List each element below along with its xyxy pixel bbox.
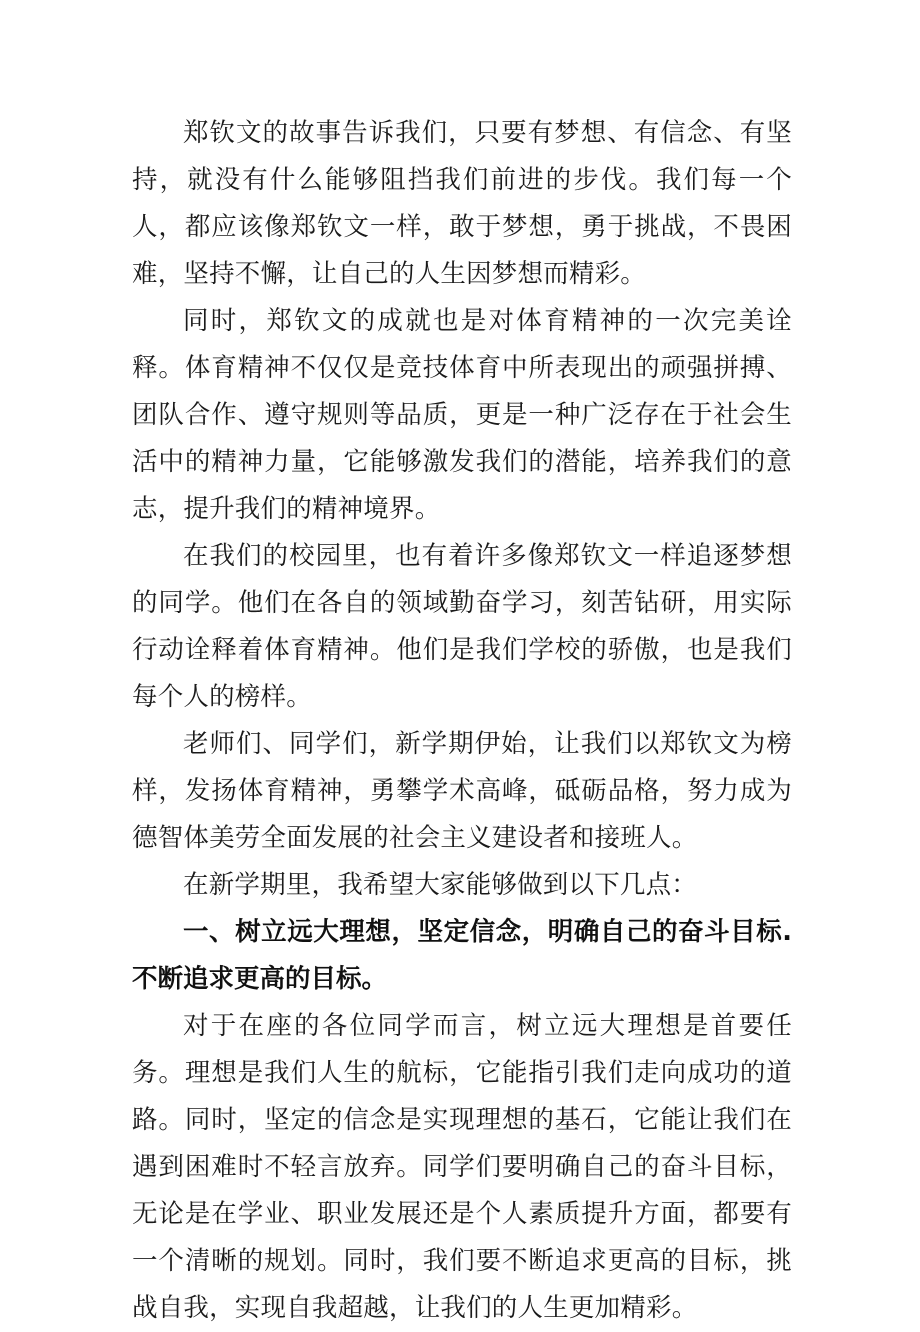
section-heading: 一、树立远大理想，坚定信念，明确自己的奋斗目标.不断追求更高的目标。 <box>132 917 792 994</box>
paragraph-dream: 郑钦文的故事告诉我们，只要有梦想、有信念、有坚持，就没有什么能够阻挡我们前进的步伐。我们每一个人，都应该像郑钦文一样，敢于梦想，勇于挑战，不畏困难，坚持不懈，让自己的人生因梦想而精彩。 <box>132 118 792 289</box>
paragraph-campus: 在我们的校园里，也有着许多像郑钦文一样追逐梦想的同学。他们在各自的领域勤奋学习，刻苦钻研，用实际行动诠释着体育精神。他们是我们学校的骄傲，也是我们每个人的榜样。 <box>132 541 792 712</box>
paragraph-intro-points: 在新学期里，我希望大家能够做到以下几点： <box>183 870 698 900</box>
paragraph-call-to-action: 老师们、同学们，新学期伊始，让我们以郑钦文为榜样，发扬体育精神，勇攀学术高峰，砥砺品格，努力成为德智体美劳全面发展的社会主义建设者和接班人。 <box>132 729 792 853</box>
paragraph-sports-spirit: 同时，郑钦文的成就也是对体育精神的一次完美诠释。体育精神不仅仅是竞技体育中所表现出的顽强拼搏、团队合作、遵守规则等品质，更是一种广泛存在于社会生活中的精神力量，它能够激发我们的潜能，培养我们的意志，提升我们的精神境界。 <box>132 306 792 524</box>
document-body <box>132 110 792 1332</box>
paragraph-ideals: 对于在座的各位同学而言，树立远大理想是首要任务。理想是我们人生的航标，它能指引我们走向成功的道路。同时，坚定的信念是实现理想的基石，它能让我们在遇到困难时不轻言放弃。同学们要明确自己的奋斗目标，无论是在学业、职业发展还是个人素质提升方面，都要有一个清晰的规划。同时，我们要不断追求更高的目标，挑战自我，实现自我超越，让我们的人生更加精彩。 <box>132 1011 792 1323</box>
